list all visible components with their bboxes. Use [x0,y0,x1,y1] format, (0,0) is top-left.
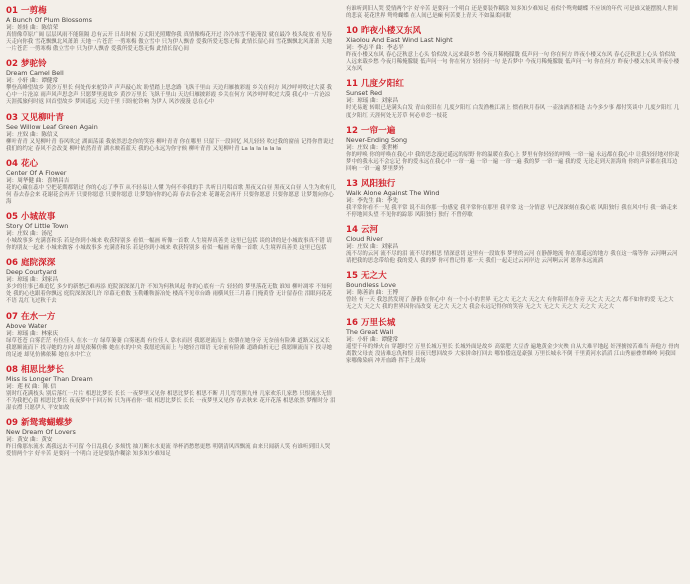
song-lyrics: 遥望千年的烽火台 穿越时空 万里长城万里长 长城外面是故乡 高粱肥 大豆香 遍地黄金少灾殃 自从大难平地起 奸淫掳掠苦难当 奔他方 骨肉离散父母丧 没齿难忘仇和恨 日夜只想回故乡 大家拼命打回去 哪怕倭寇逞豪强 万里长城永不倒 千里黄河水滔滔 江山秀丽叠翠峰岭 问我国家哪像染病 冲开血路 挥手上战场 [346,343,680,364]
song-english-title: Above Water [6,321,47,330]
song-entry-16 [346,318,680,365]
song-lyrics: 昨夜小楼又东风 春心泛秋意上心头 恰似故人远来载乡愁 今夜月稀掩朦胧 低声问一句 你在何方 昨夜小楼又东风 春心泛秋意上心头 恰似故人远来载乡愁 今夜月稀掩朦胧 低声问一句 你在何方 轻轻问一句 是否梦中 今夜月稀掩朦胧 低声问一句 你在何方 昨夜小楼又东风 昨夜小楼又东风 [346,52,680,73]
song-credit: 词：周华健 曲：喜纳昌吉 [6,177,70,184]
song-english-title: Deep Courtyard [6,268,57,277]
song-lyrics: 流不尽的云河 流不尽的泪 流不尽的相思 情深意切 这里有一段故事 梦里的云河 在静静地流 你在那遥远的地方 我在这一端等你 云河啊云河 请把我的思念带给他 我的爱人 我的梦 你可曾记得 那一天 我们一起走过云河岸边 云河啊云河 愿你永远流淌 [346,251,678,265]
song-lyrics: 花的心藏在蕊中 空把花期都错过 你的心忘了季节 从不轻易让人懂 为何不牵我的手 共听日月唱首歌 黑夜又白昼 黑夜又白昼 人生为欢有几何 春去春会来 花谢花会再开 只要你愿意 只要你愿意 让梦划向你的心海 春去春会来 花谢花会再开 只要你愿意 只要你愿意 让梦划向你心海 [6,184,336,205]
song-entry-04 [6,159,336,206]
song-english-title: Never-Ending Song [346,135,408,144]
song-credit: 词：小轩 曲：谭健常 [346,336,399,343]
song-lyrics: 真情像草原广阔 层层风雨不能阻隔 总有云开 日出时候 万丈阳光照耀你我 真情像梅花开过 冷冷冰雪不能淹没 就在最冷 枝头绽放 看见春天走向你我 雪花飘飘北风萧萧 天地一片苍茫 一剪寒梅 傲立雪中 只为伊人飘香 爱我所爱无怨无悔 此情长留心间 雪花飘飘北风萧萧 天地一片苍茫 一剪寒梅 傲立雪中 只为伊人飘香 爱我所爱无怨无悔 此情长留心间 [6,32,332,53]
song-entry-09 [6,418,336,458]
song-credit: 词：琼瑶 曲：刘家昌 [6,277,59,284]
song-credit: 词：小轩 曲：谭健常 [6,78,59,85]
song-title: 05 小城故事 [6,212,56,223]
song-credit: 词：庄奴 曲：汤尼 [6,231,53,238]
left-column [6,6,336,464]
song-title: 10 昨夜小楼又东风 [346,26,422,37]
song-title: 11 几度夕阳红 [346,79,404,90]
song-credit: 词：陈善治 曲：王博 [346,290,399,297]
song-english-title: Walk Alone Against The Wind [346,188,440,197]
song-title: 03 又见柳叶青 [6,112,64,123]
song-title: 13 风阳独行 [346,178,396,189]
song-entry-15 [346,271,680,311]
song-lyrics: 绿草苍苍 白雾茫茫 有位佳人 在水一方 绿草萋萋 白雾迷离 有位佳人 靠水而居 我愿逆流而上 依偎在她身旁 无奈前有险滩 道路又远又长 我愿顺流而下 找寻她的方向 却见依稀仿佛 她在水的中央 我愿逆流而上 与她轻言细语 无奈前有险滩 道路曲折无已 我愿顺流而下 找寻她的足迹 却见仿佛依稀 她在水中伫立 [6,337,332,358]
song-credit: 词：庄奴 曲：刘家昌 [346,244,399,251]
song-lyrics: 别时红花满枝头 别后落红一片片 相思比梦长 长长 一夜梦里又见你 相思比梦长 相思不断 月儿弯弯照九州 几家欢乐几家愁 只恨流水无情 不为我把心留 相思比梦长 夜夜梦中千回万转 只为再看你一眼 相思比梦长 长长 一夜梦里又见你 春去秋来 花开花落 相思依然 梦醒时分 泪湿衣襟 只愿伊人 平安如故 [6,390,336,411]
song-entry-02 [6,59,336,106]
right-column [346,6,680,371]
song-english-title: Cloud River [346,235,383,244]
song-title: 12 一帘一遍 [346,125,396,136]
song-english-title: A Bunch Of Plum Blossoms [6,16,92,24]
song-title: 04 花心 [6,158,39,169]
song-lyrics: 你的呼唤 你的呼唤在我心中 我的思念漫过遥远的原野 你的温暖在我心上 梦里有你轻轻的呼唤 一帘一遍 永远都在我心中 让我轻轻地对你说 梦中的我永远不会忘记 你的爱永远在我心中 一帘一遍 一帘一遍 一帘一遍 我的梦 一帘一遍 我的爱 无论走到天涯海角 你的声音都在我耳边回响 一帘一遍 梦里梦外 [346,151,680,172]
song-lyrics: 时光易逝 转眼已是满头白发 青山依旧在 几度夕阳红 白发渔樵江渚上 惯看秋月春风 一壶浊酒喜相逢 古今多少事 都付笑谈中 几度夕阳红 几度夕阳红 天涯何处无芳草 何必单恋一枝花 [346,105,680,119]
song-title: 16 万里长城 [346,317,396,328]
song-credit: 词：庄奴 曲：张世彬 [346,144,399,151]
song-credit: 词：琼瑶 曲：刘家昌 [346,98,399,105]
song-title: 08 相思比梦长 [6,364,64,375]
song-entry-06 [6,258,336,305]
song-title: 14 云河 [346,225,379,236]
song-english-title: Center Of A Flower [6,168,67,177]
song-credit: 词：琼瑶 曲：林家庆 [6,330,59,337]
song-english-title: Story Of Little Town [6,222,69,231]
song-lyrics: 小城故事多 充满喜和乐 若是你到小城来 收获特别多 看似一幅画 听像一首歌 人生境界真善美 这里已包括 谈的讲的是小城故事真不错 请你的朋友一起来 小城来做客 小城故事多 充满喜和乐 若是你到小城来 收获特别多 看似一幅画 听像一首歌 人生境界真善美 这里已包括 [6,238,332,252]
song-english-title: See Willow Leaf Green Again [6,122,98,131]
song-entry-11 [346,79,680,119]
song-lyrics: 柳叶青青 又见柳叶青 春风吹过 湖面荡漾 我依然思念你的笑容 柳叶青青 你在哪里 只留下一段回忆 风儿轻轻 吹过我的窗前 记得你曾说过 我们的约定 春风不会改变 柳叶依然青青 湖水映着蓝天 我的心永远为你守候 柳叶青青 又见柳叶青 La la la la la la [6,138,334,152]
song-english-title: The Great Wall [346,327,394,336]
song-credit: 词：娃娃 曲：陈信荣 [6,25,59,31]
song-english-title: Miss Is Longer Than Dream [6,374,93,383]
song-credit: 词：庄奴 曲：陈信义 [6,131,59,138]
song-english-title: New Dream Of Lovers [6,428,76,437]
song-credit: 词：李先生 曲：李先 [346,197,399,204]
song-lyrics: 攀登高峰望故乡 黄沙万里长 何处传来驼铃声 声声敲心坎 盼望踏上思念路 飞纵千里山 天边归雁披彩霞 乡关在何方 风沙呼呼吹过大漠 我心中一片沧凉 雨声风声思念声 只愿梦里返故乡 黄沙万里长 飞纵千里山 天边归雁披彩霞 乡关在何方 风沙呼呼吹过大漠 我心中一片沧凉 天涯孤旅何时返 回首望故乡 梦回遥远 天边千里 只盼驼铃响 为伊人 风沙漫漫 总在心中 [6,85,332,106]
song-english-title: Sunset Red [346,89,383,98]
song-09-lyrics-continued: 有谁听到旧人哭 爱情两个字 好辛苦 是要问一个明白 还是要装作糊涂 知多知少难知足 看似个鸳鸯蝴蝶 不应该的年代 可是谁又能摆脱人世间的悲哀 花花世界 鸳鸯蝴蝶 在人间已是癫 何苦要上青天 不如温柔同眠 [346,6,678,20]
song-lyrics: 我平常你看不一见 我平常 说不出你那一份感觉 我平常你在那里 我平常 这一分情意 早已深深刻在我心底 风阳独行 我在风中行 我一路走来 不停地回头望 不见你的踪影 风阳独行 独行 不曾停歇 [346,204,678,219]
song-credit: 词：莲 权 曲：陈 信 [6,383,57,390]
song-entry-12 [346,126,680,173]
song-english-title: Xiaolou And East Wind Last Night [346,36,453,45]
song-entry-05 [6,212,336,252]
song-title: 07 在水一方 [6,311,56,322]
song-entry-08 [6,365,336,412]
song-english-title: Dream Camel Bell [6,69,64,78]
song-credit: 词：黄安 曲：黄安 [6,437,53,444]
song-entry-13 [346,179,680,219]
song-lyrics: 曾经 有一天 我忽然发现了 静静 在你心中 有一个小小的世界 无之大 无之大 天之大 有你陪伴在身旁 天之大 天之大 都不如你的爱 无之大 无之大 天之大 我的世界因你而改变 无之大 天之大 我会永远记得你的笑容 无之大 无之大 天之大 天之大 天之大 [346,297,674,311]
song-title: 15 无之大 [346,271,387,282]
song-lyrics: 多少的往事已难追忆 多少的新愁已难再添 庭院深深深几许 不知为何秋风起 你的心底有一片 轻轻的 梦里落花无数 谁知 柳叶凋零 不知何处 我的心也跟着你飘远 庭院深深深几许 帘幕无重数 玉勒雕鞍游冶处 楼高不见章台路 雨横风狂三月暮 门掩黄昏 无计留春住 泪眼问花花不语 乱红飞过秋千去 [6,284,332,305]
song-title: 02 梦驼铃 [6,59,47,70]
song-entry-03 [6,113,336,153]
song-credit: 词：李志平 曲：李志平 [346,45,404,52]
song-title: 09 新鸳鸯蝴蝶梦 [6,418,73,429]
song-entry-10 [346,26,680,73]
song-english-title: Boundless Love [346,281,396,290]
song-title: 06 庭院深深 [6,258,56,269]
song-entry-14 [346,225,680,265]
song-lyrics: 昨日像那东流水 离我远去不可留 今日乱我心 多烦忧 抽刀断水水更流 举杯消愁愁更愁 明朝清风四飘流 由来只闻新人笑 有谁听到旧人哭 爱情两个字 好辛苦 是要问一个明白 还是要装作糊涂 知多知少难知足 [6,444,331,458]
song-title: 01 一剪梅 [6,6,47,16]
song-entry-01 [6,6,336,53]
song-entry-07 [6,312,336,359]
